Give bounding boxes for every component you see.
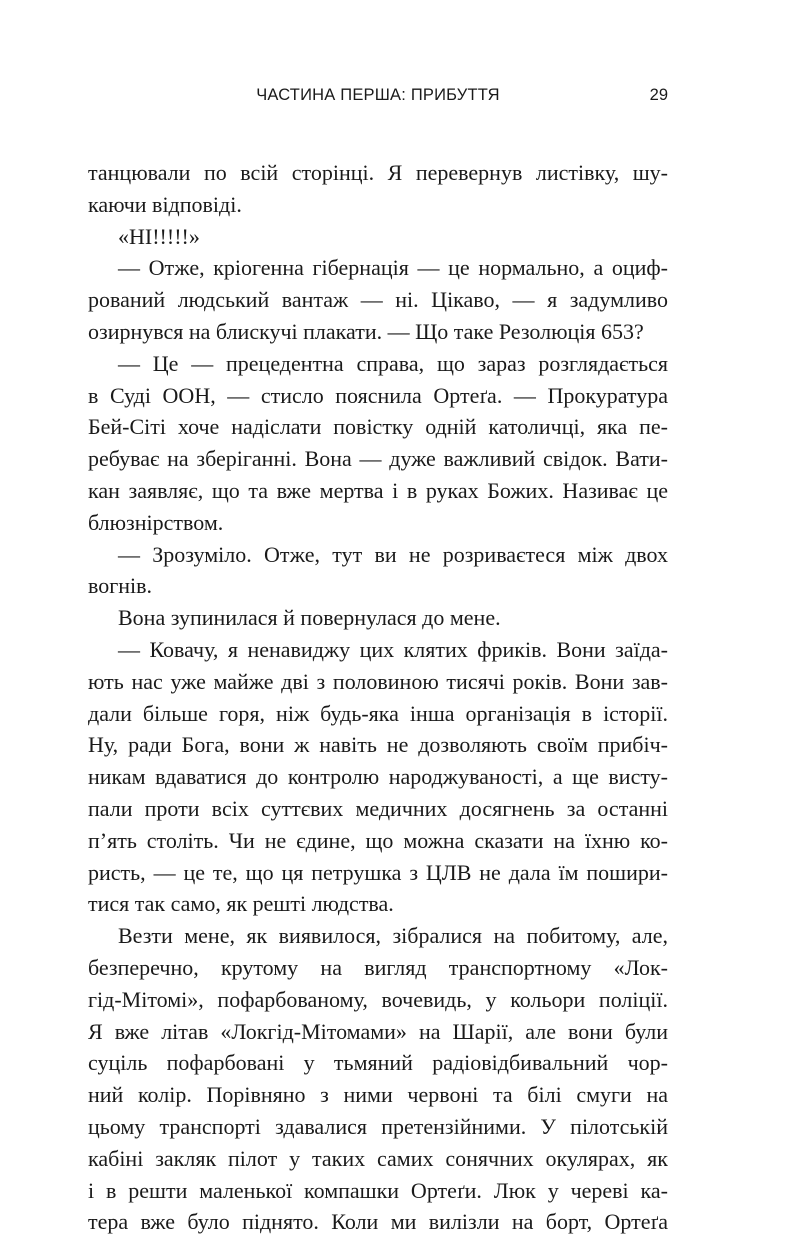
- page-number: 29: [649, 86, 668, 104]
- text-line: озирнувся на блискучі плакати. — Що таке Резолюція 653?: [88, 318, 644, 344]
- text-line: суціль пофарбовані у тьмяний радіовідбивальний чор-: [88, 1050, 668, 1076]
- text-line: блюзнірством.: [88, 509, 224, 535]
- text-line: дали більше горя, ніж будь-яка інша організація в історії.: [88, 700, 668, 726]
- text-line: Я вже літав «Локгід-Мітомами» на Шарії, але вони були: [88, 1018, 668, 1044]
- text-line: вогнів.: [88, 573, 153, 599]
- text-line: безперечно, крутому на вигляд транспортному «Лок-: [88, 954, 668, 980]
- text-line: — Це — прецедентна справа, що зараз розглядається: [118, 350, 668, 376]
- text-line: в Суді ООН, — стисло пояснила Ортеґа. — Прокуратура: [88, 382, 668, 408]
- text-line: — Ковачу, я ненавиджу цих клятих фриків. Вони заїда-: [118, 636, 668, 662]
- text-line: никам вдаватися до контролю народжуваності, а ще висту-: [88, 764, 668, 790]
- running-header: [88, 86, 668, 110]
- body-text: [88, 157, 668, 1238]
- text-line: рований людський вантаж — ні. Цікаво, — я задумливо: [88, 287, 668, 313]
- text-line: — Отже, кріогенна гібернація — це нормально, а оциф-: [118, 255, 668, 281]
- text-line: ють нас уже майже дві з половиною тисячі років. Вони зав-: [88, 668, 668, 694]
- text-line: тися так само, як решті людства.: [88, 891, 394, 917]
- text-line: ребуває на зберіганні. Вона — дуже важливий свідок. Вати-: [88, 446, 668, 472]
- text-line: кан заявляє, що та вже мертва і в руках Божих. Називає це: [88, 477, 668, 503]
- running-title: ЧАСТИНА ПЕРША: ПРИБУТТЯ: [256, 86, 500, 104]
- text-line: Бей-Сіті хоче надіслати повістку одній католичці, яка пе-: [88, 414, 668, 440]
- text-line: каючи відповіді.: [88, 191, 242, 217]
- text-line: Ну, ради Бога, вони ж навіть не дозволяють своїм прибіч-: [88, 732, 668, 758]
- text-line: Везти мене, як виявилося, зібралися на побитому, але,: [118, 923, 668, 949]
- text-line: кабіні закляк пілот у таких самих сонячних окулярах, як: [88, 1145, 668, 1171]
- text-line: «НІ!!!!!»: [118, 223, 200, 249]
- text-line: ристь, — це те, що ця петрушка з ЦЛВ не дала їм пошири-: [88, 859, 668, 885]
- text-line: п’ять століть. Чи не єдине, що можна сказати на їхню ко-: [88, 827, 668, 853]
- text-line: цьому транспорті здавалися претензійними. У пілотській: [88, 1113, 668, 1139]
- text-line: гід-Мітомі», пофарбованому, вочевидь, у кольори поліції.: [88, 986, 668, 1012]
- text-line: — Зрозуміло. Отже, тут ви не розриваєтеся між двох: [118, 541, 668, 567]
- text-line: танцювали по всій сторінці. Я перевернув листівку, шу-: [88, 160, 668, 185]
- text-line: ний колір. Порівняно з ними червоні та білі смуги на: [88, 1082, 668, 1108]
- text-line: тера вже було піднято. Коли ми вилізли на борт, Ортеґа: [88, 1209, 668, 1235]
- text-line: Вона зупинилася й повернулася до мене.: [118, 605, 501, 631]
- text-line: і в решти маленької компашки Ортеґи. Люк у череві ка-: [88, 1177, 668, 1203]
- text-line: пали проти всіх суттєвих медичних досягнень за останні: [88, 795, 668, 821]
